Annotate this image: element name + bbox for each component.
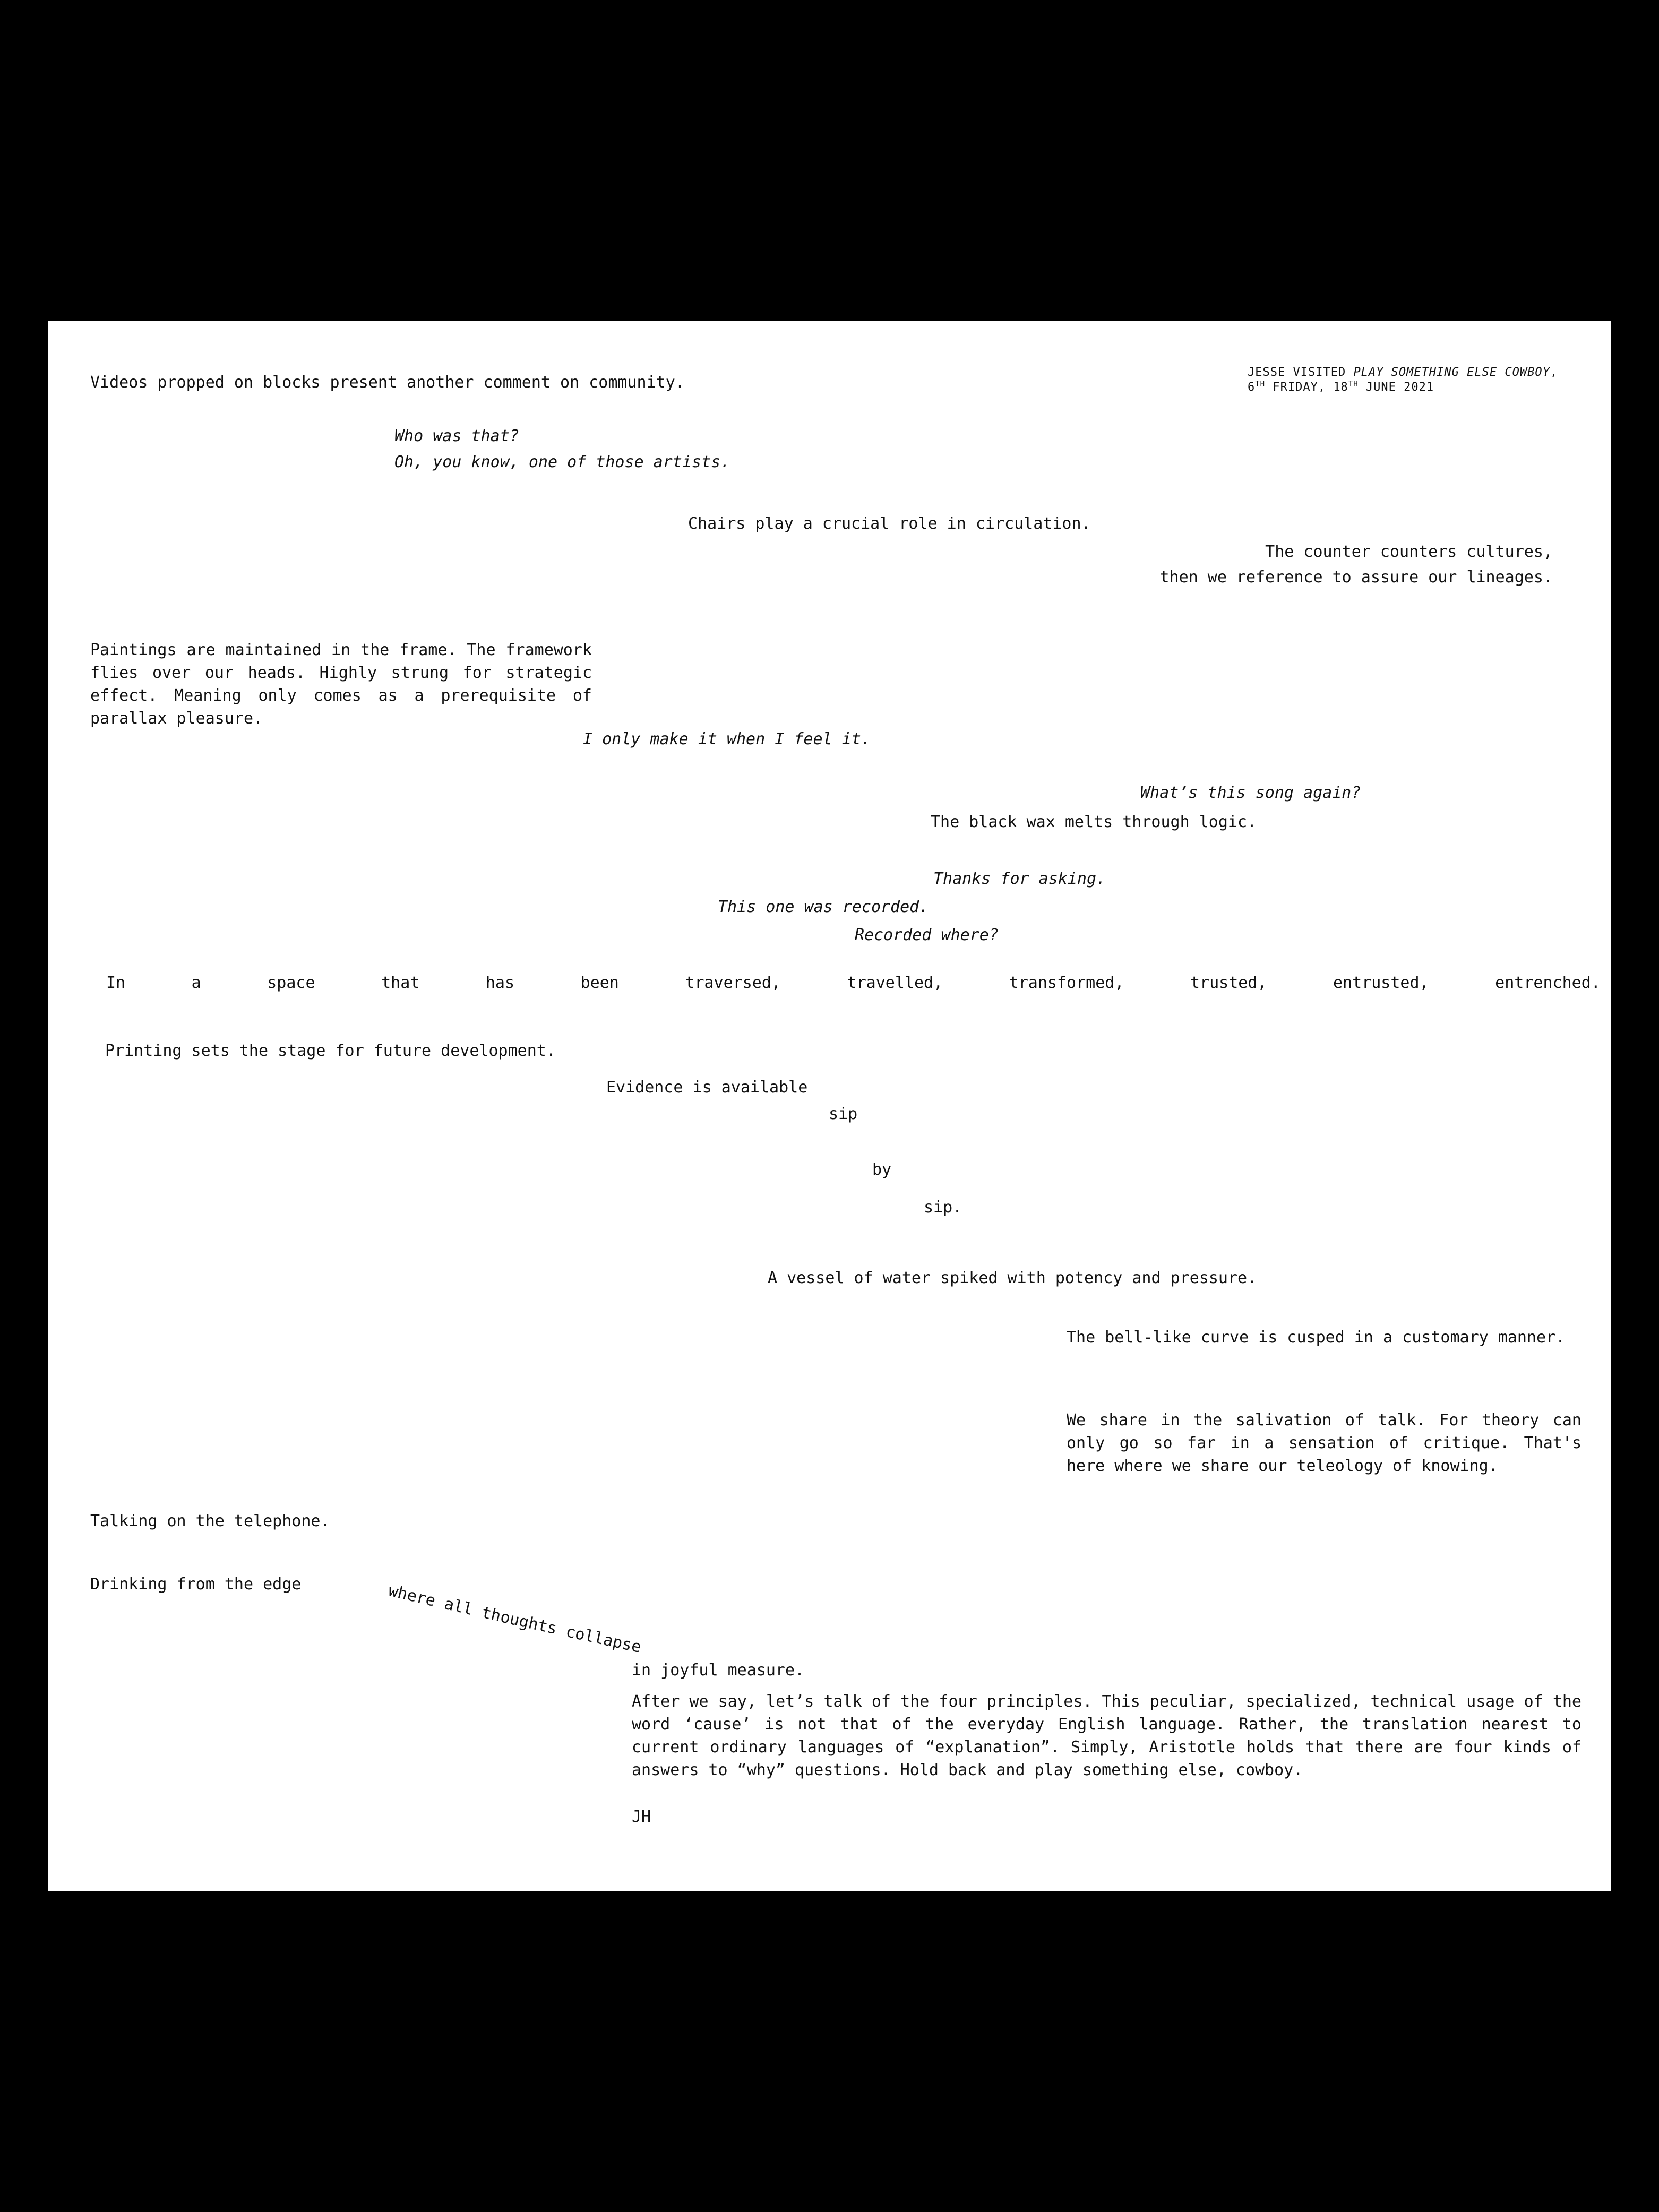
line-bell: The bell-like curve is cusped in a customary manner.	[1067, 1328, 1566, 1347]
line-where: Recorded where?	[855, 926, 999, 944]
spread-word: space	[267, 974, 315, 992]
visit-date: 6TH FRIDAY, 18TH JUNE 2021	[1248, 380, 1434, 394]
spread-word: transformed,	[1009, 974, 1124, 992]
line-oh: Oh, you know, one of those artists.	[394, 453, 730, 471]
line-evidence: Evidence is available	[606, 1078, 808, 1097]
line-reference: then we reference to assure our lineages.	[1159, 568, 1553, 587]
line-drinking: Drinking from the edge	[90, 1575, 302, 1594]
spread-word: has	[485, 974, 515, 992]
svg-text:where all thoughts collapse	[386, 1581, 643, 1657]
word-by: by	[872, 1160, 892, 1179]
line-counter: The counter counters cultures,	[1265, 543, 1553, 561]
signature: JH	[632, 1808, 651, 1826]
line-song: What’s this song again?	[1140, 784, 1361, 802]
line-wax: The black wax melts through logic.	[931, 813, 1257, 831]
paragraph-paintings: Paintings are maintained in the frame. The framework flies over our heads. Highly strung for strategic effect. Meaning only comes as a prerequisite of parallax pleasure.	[90, 641, 592, 728]
line-feel: I only make it when I feel it.	[583, 730, 871, 748]
curved-text-collapse	[337, 1582, 677, 1699]
spread-word: been	[580, 974, 619, 992]
spread-word: entrenched.	[1495, 974, 1601, 992]
line-who: Who was that?	[394, 427, 519, 445]
spread-word: a	[191, 974, 201, 992]
line-thanks: Thanks for asking.	[933, 870, 1106, 888]
spread-word: In	[106, 974, 126, 992]
paragraph-salivation: We share in the salivation of talk. For theory can only go so far in a sensation of critique. That's here where we share our teleology of knowing.	[1067, 1411, 1581, 1475]
spread-word: traversed,	[685, 974, 781, 992]
line-recorded: This one was recorded.	[718, 898, 929, 916]
spread-word: that	[381, 974, 420, 992]
line-telephone: Talking on the telephone.	[90, 1512, 330, 1530]
line-printing: Printing sets the stage for future development.	[105, 1042, 556, 1060]
spread-word: entrusted,	[1333, 974, 1429, 992]
line-vessel: A vessel of water spiked with potency and pressure.	[768, 1269, 1257, 1287]
spread-word: travelled,	[847, 974, 943, 992]
line-videos: Videos propped on blocks present another comment on community.	[90, 373, 685, 392]
line-joyful: in joyful measure.	[632, 1661, 805, 1680]
poem-page	[48, 321, 1611, 1891]
visit-header	[1248, 365, 1598, 395]
visit-title: JESSE VISITED PLAY SOMETHING ELSE COWBOY,	[1248, 366, 1558, 379]
spread-line	[106, 971, 1601, 994]
word-sip-end: sip.	[924, 1198, 962, 1217]
line-collapse: where all thoughts collapse	[386, 1581, 643, 1657]
word-sip: sip	[829, 1105, 858, 1123]
spread-word: trusted,	[1190, 974, 1267, 992]
exhibition-title: PLAY SOMETHING ELSE COWBOY	[1353, 366, 1550, 379]
line-chairs: Chairs play a crucial role in circulation.	[688, 514, 1091, 533]
paragraph-aristotle: After we say, let’s talk of the four principles. This peculiar, specialized, technical usage of the word ‘cause’ is not that of the everyday English language. Rather, the translation nearest to current ordinary languages of “explanation”. Simply, Aristotle holds that there are four kinds of answers to “why” questions. Hold back and play something else, cowboy.	[632, 1692, 1581, 1779]
